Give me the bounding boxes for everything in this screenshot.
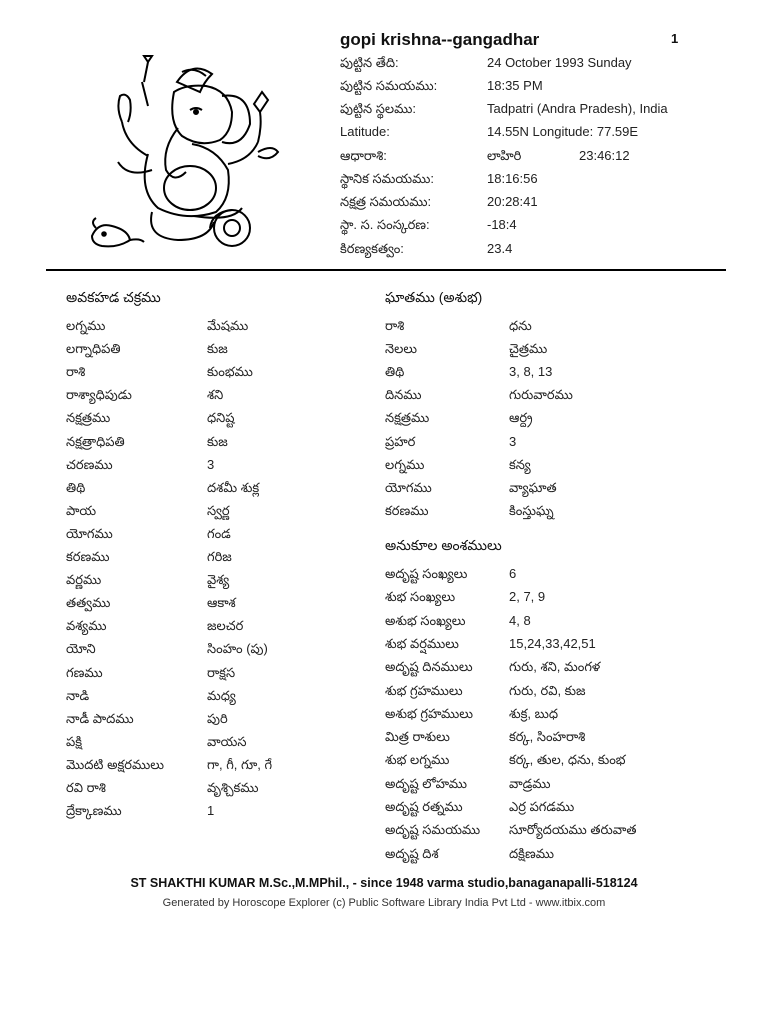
birth-field-label: నక్షత్ర సమయము: [340,194,432,209]
birth-field-label: పుట్టిన సమయము: [340,78,438,93]
favourable-row-label: అశుభ గ్రహములు [385,705,473,721]
avakahada-row-label: ద్రేక్కాణము [66,803,122,819]
ghatam-row-value: 3 [509,433,517,449]
favourable-row-value: వాడ్రము [509,775,551,791]
ghatam-row-value: ఆర్ద్ర [509,410,533,426]
birth-field-label: స్థా. స. సంస్కరణ: [340,217,430,232]
birth-field-value: 23.4 [487,241,513,256]
page-number: 1 [671,31,679,46]
avakahada-row-value: జలచర [207,618,244,634]
avakahada-row-value: వృశ్చికము [207,780,259,795]
favourable-row-label: శుభ వర్షములు [385,635,459,651]
header-divider [46,269,726,271]
avakahada-row-value: గరిజ [207,549,232,564]
ghatam-row-label: తిథి [385,364,405,380]
left-section-title: అవకహడ చక్రము [66,289,161,305]
favourable-row-value: గురు, శని, మంగళ [509,659,601,675]
avakahada-row-label: తిథి [66,479,86,495]
avakahada-row-label: యోగము [66,525,113,541]
birth-field-extra: 23:46:12 [579,148,630,163]
favourable-row-value: దక్షిణము [509,845,554,861]
avakahada-row-label: తత్వము [66,595,111,611]
avakahada-row-label: రాశి [66,364,86,380]
avakahada-row-label: నక్షత్రాధిపతి [66,433,125,449]
ghatam-row-label: దినము [385,387,422,403]
avakahada-row-label: నాడి [66,687,90,703]
ghatam-row-value: చైత్రము [509,341,548,357]
favourable-row-label: అదృష్ట లోహము [385,775,467,791]
birth-field-label: ఆధారాశి: [340,148,387,163]
favourable-row-label: అశుభ సంఖ్యలు [385,612,466,628]
avakahada-row-label: వర్ణము [66,572,102,588]
birth-field-label: Latitude: [340,124,390,139]
avakahada-row-label: గణము [66,664,103,680]
ghatam-row-value: గురువారము [509,387,573,403]
ghatam-row-value: కన్య [509,456,531,472]
avakahada-row-value: గండ [207,525,231,541]
ghatam-row-label: రాశి [385,318,405,333]
favourable-row-label: అదృష్ట దిశ [385,845,439,861]
favourable-row-value: 2, 7, 9 [509,589,546,605]
avakahada-row-value: శని [207,387,224,403]
favourable-row-label: అదృష్ట సంఖ్యలు [385,566,468,581]
avakahada-row-value: కుజ [207,341,228,357]
favourable-row-label: అదృష్ట సమయము [385,822,481,838]
birth-field-value: 18:35 PM [487,78,543,93]
ghatam-row-label: ప్రహర [385,433,416,449]
right-top-section-title: ఘాతము (అశుభ) [385,289,483,305]
avakahada-row-label: వశ్యము [66,618,107,634]
birth-field-value: 14.55N Longitude: 77.59E [487,124,639,139]
ghatam-row-label: లగ్నము [385,456,425,472]
avakahada-row-value: మధ్య [207,687,236,703]
avakahada-row-value: స్వర్ణ [207,502,230,518]
avakahada-row-value: కుంభము [207,364,253,380]
ganesha-illustration [82,52,282,252]
favourable-row-value: శుక్ర, బుధ [509,705,559,721]
birth-field-value: 18:16:56 [487,171,538,186]
avakahada-row-label: మొదటి అక్షరములు [66,756,164,772]
avakahada-row-value: మేషము [207,318,249,333]
avakahada-row-label: చరణము [66,456,113,472]
avakahada-row-value: రాక్షస [207,664,236,680]
footer-generator: Generated by Horoscope Explorer (c) Public Software Library India Pvt Ltd - www.itbix.com [162,897,606,909]
favourable-row-value: 4, 8 [509,612,531,628]
avakahada-row-value: గా, గీ, గూ, గే [207,756,273,772]
favourable-row-label: మిత్ర రాశులు [385,729,450,745]
ghatam-row-label: కరణము [385,502,429,518]
avakahada-row-label: లగ్నాధిపతి [66,341,121,357]
favourable-row-value: 6 [509,566,517,581]
favourable-row-label: శుభ సంఖ్యలు [385,589,456,605]
ghatam-row-label: యోగము [385,479,432,495]
right-bottom-section-title: అనుకూల అంశములు [385,537,502,553]
ghatam-row-label: నెలలు [385,341,418,357]
avakahada-row-label: రాశ్యాధిపుడు [66,387,132,403]
avakahada-row-value: వాయస [207,733,247,749]
birth-field-value: లాహిరి [487,148,522,163]
favourable-row-value: కర్క, తుల, ధను, కుంభ [509,752,626,768]
birth-field-value: 24 October 1993 Sunday [487,55,632,70]
avakahada-row-label: రవి రాశి [66,780,106,795]
avakahada-row-value: ఆకాశ [207,595,236,611]
avakahada-row-label: నాడీ పాదము [66,710,134,726]
favourable-row-value: ఎర్ర పగడము [509,799,575,814]
birth-field-value: 20:28:41 [487,194,538,209]
avakahada-row-value: కుజ [207,433,228,449]
birth-field-label: స్థానిక సమయము: [340,171,434,186]
avakahada-row-label: లగ్నము [66,318,106,333]
avakahada-row-value: దశమీ శుక్ల [207,479,260,495]
favourable-row-label: అదృష్ట రత్నము [385,799,463,814]
avakahada-row-label: పాయ [66,502,97,518]
favourable-row-label: శుభ లగ్నము [385,752,450,768]
avakahada-row-value: సింహం (పు) [207,641,268,657]
person-name: gopi krishna--gangadhar [340,30,540,49]
favourable-row-value: గురు, రవి, కుజ [509,682,586,698]
avakahada-row-value: 1 [207,803,215,819]
ghatam-row-value: కింస్తుఘ్న [509,502,554,518]
avakahada-row-label: కరణము [66,549,110,564]
avakahada-row-value: ధనిష్ట [207,410,235,426]
birth-field-value: -18:4 [487,217,517,232]
ghatam-row-value: 3, 8, 13 [509,364,553,380]
ghatam-row-label: నక్షత్రము [385,410,430,426]
avakahada-row-value: వైశ్య [207,572,230,588]
ghatam-row-value: ధను [509,318,532,333]
avakahada-row-label: యోని [66,641,96,657]
footer-author: ST SHAKTHI KUMAR M.Sc.,M.MPhil., - since 1948 varma studio,banaganapalli-518124 [130,876,638,890]
avakahada-row-value: 3 [207,456,215,472]
birth-field-label: పుట్టిన స్థలము: [340,101,416,116]
avakahada-row-label: పక్షి [66,733,83,749]
favourable-row-label: అదృష్ట దినములు [385,659,473,675]
birth-field-label: కిరణ్యకత్వం: [340,241,404,256]
avakahada-row-value: పురి [207,710,228,726]
favourable-row-value: సూర్యోదయము తరువాత [509,822,637,838]
favourable-row-label: శుభ గ్రహములు [385,682,463,698]
favourable-row-value: కర్క, సింహరాశి [509,729,586,745]
favourable-row-value: 15,24,33,42,51 [509,635,596,651]
ghatam-row-value: వ్యాఘాత [509,479,557,495]
birth-field-label: పుట్టిన తేది: [340,55,399,70]
avakahada-row-label: నక్షత్రము [66,410,111,426]
birth-field-value: Tadpatri (Andra Pradesh), India [487,101,668,116]
